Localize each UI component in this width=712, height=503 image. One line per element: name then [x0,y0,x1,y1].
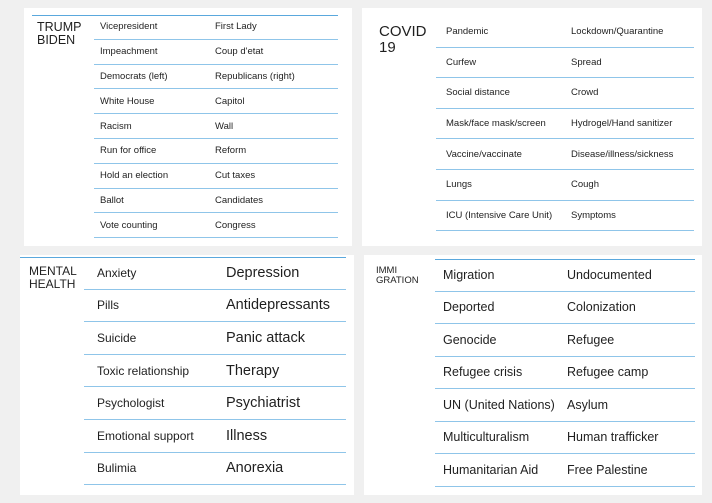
related-term-cell: Coup d'etat [215,46,264,58]
table-row [84,420,346,453]
related-term-cell: Republicans (right) [215,70,295,82]
topic-line: BIDEN [37,33,76,48]
related-term-cell: Refugee camp [567,365,649,380]
term-cell: Bulimia [97,461,137,476]
term-cell: Vote counting [100,219,158,231]
table-row [436,201,694,232]
term-cell: Ballot [100,194,124,206]
related-term-cell: Capitol [215,95,245,107]
related-term-cell: Depression [226,264,300,281]
related-term-cell: Spread [571,56,602,68]
term-cell: Humanitarian Aid [443,462,539,477]
term-cell: Hold an election [100,170,169,182]
table-row [435,389,695,422]
table-row [84,355,346,388]
term-cell: Multiculturalism [443,430,530,445]
related-term-cell: Hydrogel/Hand sanitizer [571,118,673,130]
table-row [94,139,338,164]
related-term-cell: Human trafficker [567,430,659,445]
table-row [94,15,338,40]
table-row [84,290,346,323]
table-row [436,139,694,170]
table-row [435,422,695,455]
table-row [436,17,694,48]
table-row [435,454,695,487]
table-row [94,189,338,214]
topic-line: COVID [379,23,427,40]
term-cell: Migration [443,267,495,282]
term-cell: Curfew [446,56,477,68]
term-cell: Emotional support [97,428,194,443]
term-cell: Pandemic [446,26,489,38]
topic-line: TRUMP [37,20,82,34]
term-cell: Deported [443,300,495,315]
related-term-cell: Undocumented [567,267,652,282]
term-cell: Social distance [446,87,510,99]
topic-title [29,265,77,290]
table-row [94,114,338,139]
related-term-cell: Illness [226,427,268,444]
table-row [94,213,338,238]
topic-line: HEALTH [29,276,76,291]
related-term-cell: Reform [215,145,247,157]
related-term-cell: Symptoms [571,209,616,221]
related-term-cell: Therapy [226,362,280,379]
term-cell: Democrats (left) [100,70,168,82]
term-cell: UN (United Nations) [443,397,555,412]
vocab-table [436,17,694,231]
related-term-cell: Candidates [215,194,264,206]
table-row [436,48,694,79]
table-row [435,357,695,390]
related-term-cell: Wall [215,120,234,132]
related-term-cell: Crowd [571,87,599,99]
topic-title [37,21,81,47]
term-cell: Mask/face mask/screen [446,118,546,130]
term-cell: Impeachment [100,46,158,58]
term-cell: ICU (Intensive Care Unit) [446,209,553,221]
panel-immigration [364,255,702,495]
term-cell: Psychologist [97,396,165,411]
table-row [84,387,346,420]
related-term-cell: Cough [571,179,599,191]
table-row [84,257,346,290]
related-term-cell: Colonization [567,300,636,315]
panel-covid-19 [362,8,702,246]
related-term-cell: Antidepressants [226,297,330,314]
table-row [436,78,694,109]
term-cell: Refugee crisis [443,365,523,380]
related-term-cell: Psychiatrist [226,395,301,412]
term-cell: Suicide [97,330,137,345]
related-term-cell: Asylum [567,397,608,412]
term-cell: Anxiety [97,265,137,280]
related-term-cell: First Lady [215,21,257,33]
vocab-table [94,15,338,238]
related-term-cell: Lockdown/Quarantine [571,26,664,38]
term-cell: Pills [97,298,120,313]
topic-line: GRATION [376,274,419,286]
term-cell: Racism [100,120,132,132]
topic-title [379,24,427,56]
vocab-table [435,259,695,487]
panel-mental-health [20,255,354,495]
table-row [94,65,338,90]
topic-line: MENTAL [29,264,77,278]
table-row [435,292,695,325]
term-cell: Vicepresident [100,21,158,33]
table-row [435,324,695,357]
table-row [436,170,694,201]
related-term-cell: Refugee [567,332,615,347]
term-cell: Toxic relationship [97,363,190,378]
table-row [84,453,346,486]
vocab-table [84,257,346,485]
panel-trump-biden [24,8,352,246]
table-row [94,40,338,65]
term-cell: Run for office [100,145,157,157]
term-cell: Genocide [443,332,497,347]
topic-line: IMMI [376,265,398,276]
table-row [84,322,346,355]
table-row [436,109,694,140]
related-term-cell: Anorexia [226,460,284,477]
table-row [435,259,695,292]
term-cell: White House [100,95,155,107]
related-term-cell: Disease/illness/sickness [571,148,674,160]
related-term-cell: Free Palestine [567,462,648,477]
table-row [94,164,338,189]
related-term-cell: Panic attack [226,329,305,346]
related-term-cell: Congress [215,219,256,231]
topic-line: 19 [379,38,396,56]
term-cell: Lungs [446,179,472,191]
topic-title [376,266,419,286]
table-row [94,89,338,114]
term-cell: Vaccine/vaccinate [446,148,522,160]
related-term-cell: Cut taxes [215,170,256,182]
